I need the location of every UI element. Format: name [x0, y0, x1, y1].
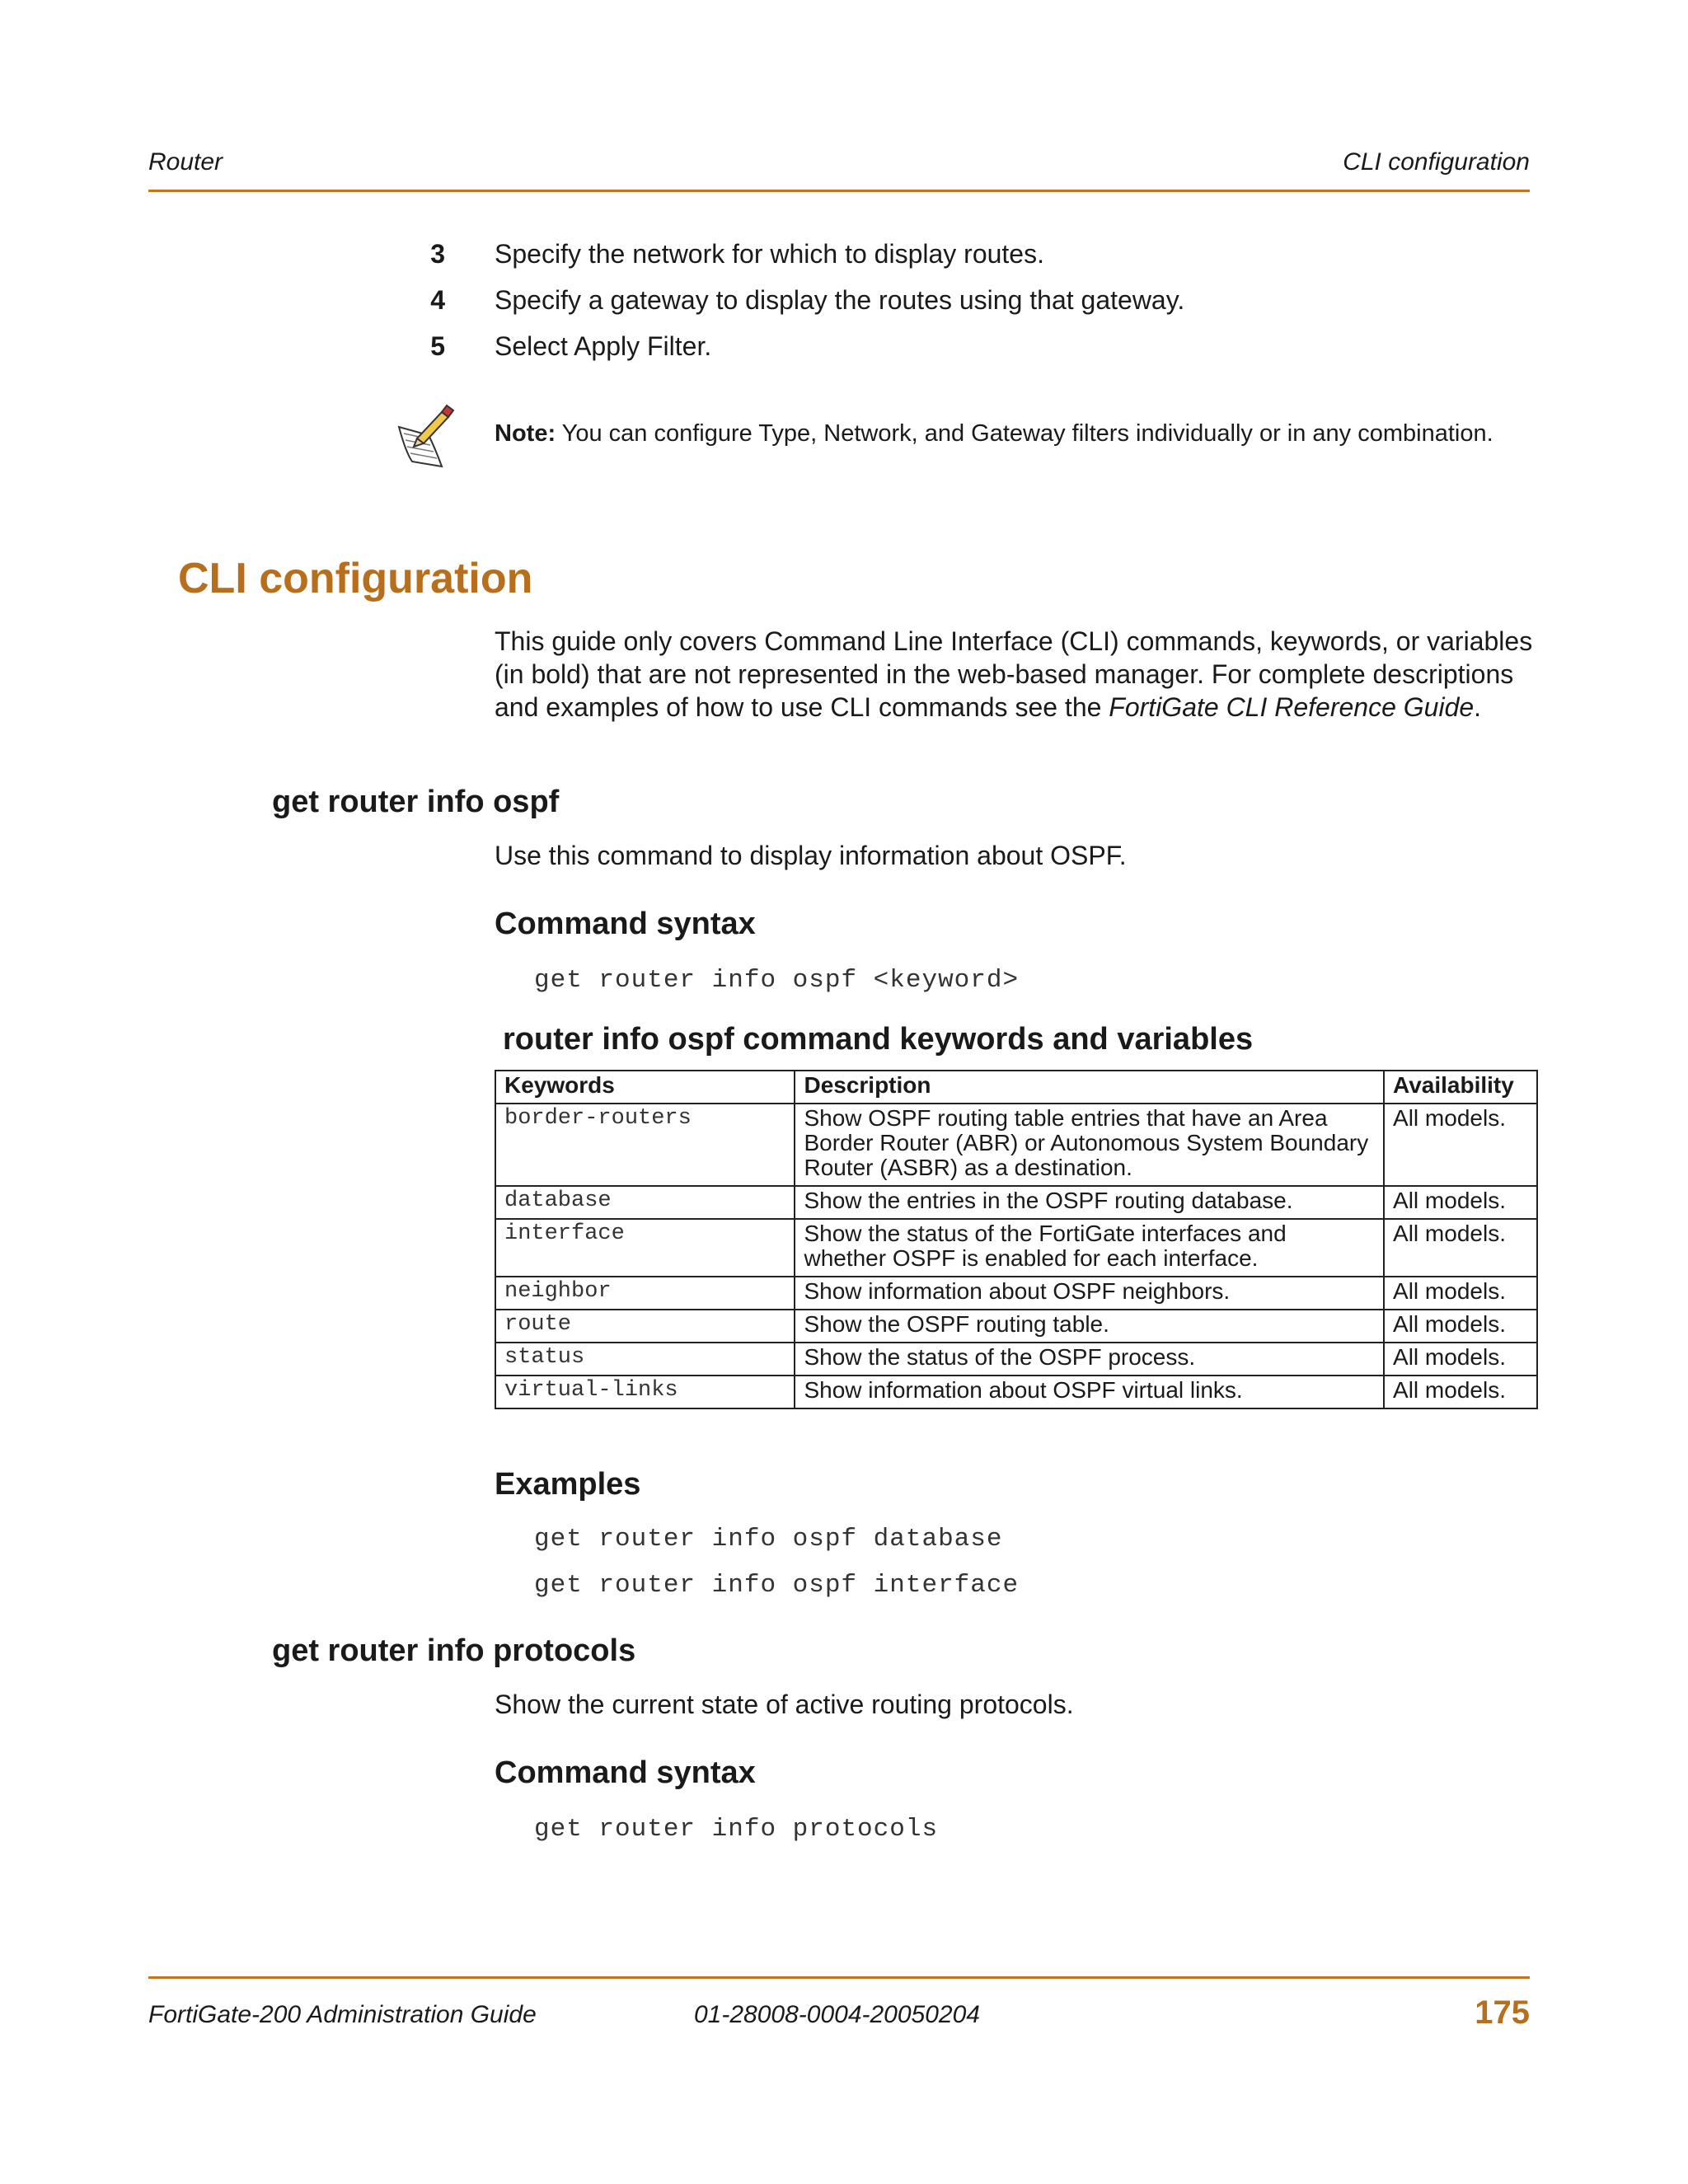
keyword-cell: neighbor	[495, 1277, 795, 1310]
step-text: Specify the network for which to display routes.	[495, 239, 1044, 269]
intro-end: .	[1474, 692, 1482, 722]
protocols-description: Show the current state of active routing protocols.	[495, 1690, 1074, 1719]
column-header: Availability	[1384, 1071, 1537, 1104]
note-label: Note:	[495, 420, 556, 447]
keyword-cell: status	[495, 1343, 795, 1376]
keyword-cell: border-routers	[495, 1104, 795, 1186]
keyword-cell: interface	[495, 1219, 795, 1277]
note-body: You can configure Type, Network, and Gateway filters individually or in any combination.	[556, 420, 1493, 447]
note-pencil-icon	[394, 402, 460, 470]
ospf-syntax-code: get router info ospf <keyword>	[534, 966, 1020, 995]
footer-guide-title: FortiGate-200 Administration Guide	[148, 2001, 537, 2028]
table-row	[495, 1310, 1537, 1343]
table-row	[495, 1186, 1537, 1219]
description-cell: Show information about OSPF virtual links.	[795, 1376, 1384, 1408]
table-caption: router info ospf command keywords and variables	[503, 1022, 1254, 1057]
description-cell: Show the entries in the OSPF routing database.	[795, 1186, 1384, 1219]
step-number: 3	[430, 239, 445, 269]
ospf-heading: get router info ospf	[272, 785, 560, 819]
availability-cell: All models.	[1384, 1219, 1537, 1277]
protocols-heading: get router info protocols	[272, 1633, 636, 1668]
table-row	[495, 1219, 1537, 1277]
section-title: CLI configuration	[178, 555, 533, 602]
header-chapter: CLI configuration	[1343, 148, 1530, 176]
availability-cell: All models.	[1384, 1277, 1537, 1310]
step-number: 4	[430, 285, 445, 315]
examples-heading: Examples	[495, 1467, 641, 1502]
step-text: Select Apply Filter.	[495, 331, 712, 361]
table-row	[495, 1277, 1537, 1310]
availability-cell: All models.	[1384, 1343, 1537, 1376]
description-cell: Show the status of the FortiGate interfaces and whether OSPF is enabled for each interface.	[795, 1219, 1384, 1277]
description-cell: Show OSPF routing table entries that have an Area Border Router (ABR) or Autonomous System Boundary Router (ASBR) as a destination.	[795, 1104, 1384, 1186]
header-rule	[148, 190, 1530, 192]
footer-document-number: 01-28008-0004-20050204	[694, 2001, 980, 2028]
availability-cell: All models.	[1384, 1310, 1537, 1343]
note-text	[495, 420, 1493, 448]
description-cell: Show the OSPF routing table.	[795, 1310, 1384, 1343]
keywords-table	[495, 1070, 1538, 1409]
description-cell: Show the status of the OSPF process.	[795, 1343, 1384, 1376]
table-header-row	[495, 1071, 1537, 1104]
page-number: 175	[1475, 1994, 1530, 2031]
keyword-cell: virtual-links	[495, 1376, 795, 1408]
intro-text: This guide only covers Command Line Interface (CLI) commands, keywords, or variables (in bold) that are not represented in the web-based manager. For complete descriptions and examples of how to use CLI commands see the	[495, 626, 1533, 722]
availability-cell: All models.	[1384, 1186, 1537, 1219]
protocols-syntax-code: get router info protocols	[534, 1815, 939, 1844]
availability-cell: All models.	[1384, 1376, 1537, 1408]
column-header: Keywords	[495, 1071, 795, 1104]
description-cell: Show information about OSPF neighbors.	[795, 1277, 1384, 1310]
table-row	[495, 1343, 1537, 1376]
column-header: Description	[795, 1071, 1384, 1104]
step-number: 5	[430, 331, 445, 361]
example-code: get router info ospf interface	[534, 1571, 1020, 1600]
ospf-description: Use this command to display information about OSPF.	[495, 841, 1127, 870]
table-row	[495, 1376, 1537, 1408]
keyword-cell: database	[495, 1186, 795, 1219]
availability-cell: All models.	[1384, 1104, 1537, 1186]
ospf-syntax-heading: Command syntax	[495, 907, 756, 941]
keyword-cell: route	[495, 1310, 795, 1343]
table-row	[495, 1104, 1537, 1186]
protocols-syntax-heading: Command syntax	[495, 1755, 756, 1790]
header-section: Router	[148, 148, 223, 176]
step-text: Specify a gateway to display the routes using that gateway.	[495, 285, 1185, 315]
intro-reference: FortiGate CLI Reference Guide	[1109, 692, 1475, 722]
intro-paragraph	[495, 625, 1533, 724]
example-code: get router info ospf database	[534, 1525, 1003, 1554]
footer-rule	[148, 1976, 1530, 1979]
